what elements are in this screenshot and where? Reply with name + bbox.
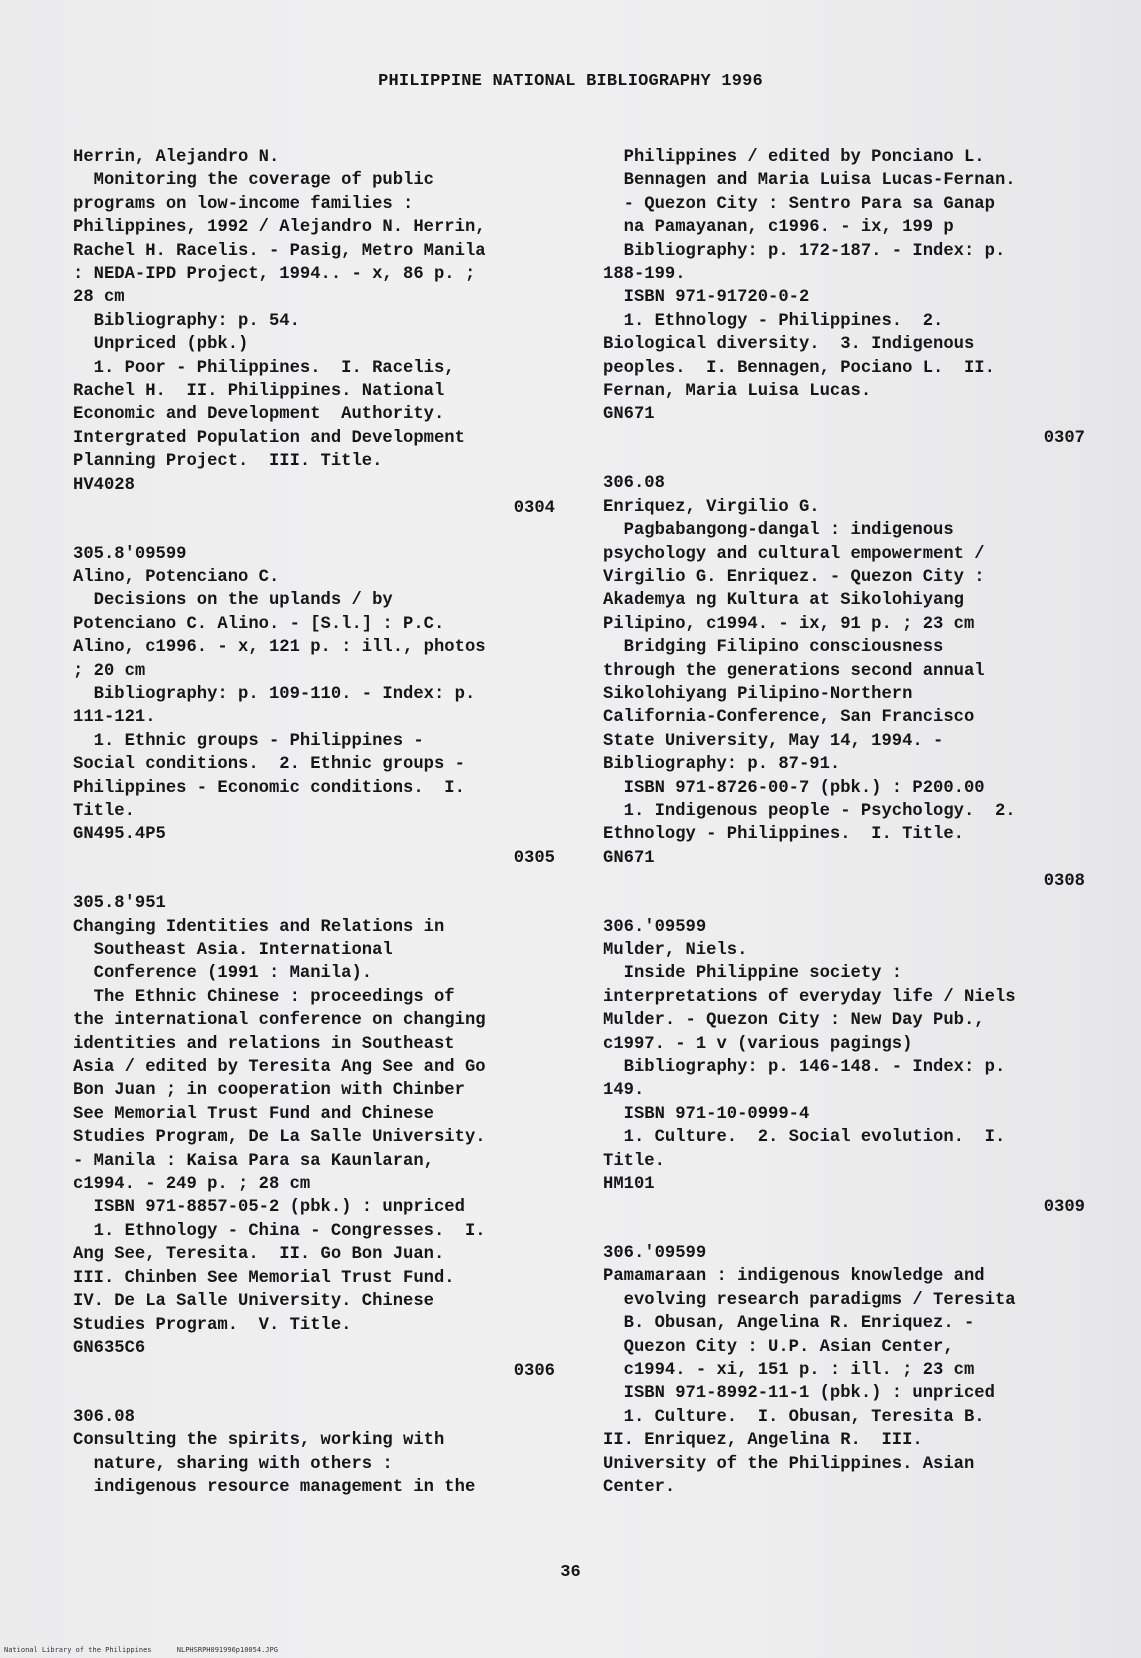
bibliography-entry (603, 1242, 1093, 1499)
entry-line: psychology and cultural empowerment / (603, 544, 985, 564)
entry-line: Pamamaraan : indigenous knowledge and (603, 1267, 985, 1287)
entry-line: Bon Juan ; in cooperation with Chinber (73, 1081, 465, 1101)
entry-line: II. Enriquez, Angelina R. III. (603, 1431, 923, 1451)
entry-line: GN635C6 (73, 1338, 146, 1358)
entry-line: Ang See, Teresita. II. Go Bon Juan. (73, 1245, 445, 1265)
entry-line: Bridging Filipino consciousness (603, 638, 944, 658)
entry-line: 1. Culture. I. Obusan, Teresita B. (603, 1407, 985, 1427)
entry-line: 1. Ethnology - Philippines. 2. (603, 311, 944, 331)
entry-line: HV4028 (73, 475, 135, 495)
entry-line: Rachel H. Racelis. - Pasig, Metro Manila (73, 241, 486, 261)
entry-line: 306.'09599 (603, 917, 707, 937)
entry-line: Philippines, 1992 / Alejandro N. Herrin, (73, 218, 486, 238)
entry-line: Quezon City : U.P. Asian Center, (603, 1337, 954, 1357)
entry-line: c1994. - 249 p. ; 28 cm (73, 1175, 311, 1195)
entry-line: 111-121. (73, 708, 156, 728)
entry-line: Bibliography: p. 54. (73, 311, 300, 331)
entry-number: 0306 (513, 1362, 555, 1382)
entry-line: Alino, c1996. - x, 121 p. : ill., photos (73, 638, 486, 658)
entry-line: evolving research paradigms / Teresita (603, 1290, 1016, 1310)
entry-line: ; 20 cm (73, 661, 146, 681)
entry-line: Bibliography: p. 172-187. - Index: p. (603, 241, 1006, 261)
entry-line: Rachel H. II. Philippines. National (73, 382, 445, 402)
entry-line: - Quezon City : Sentro Para sa Ganap (603, 194, 995, 214)
entry-number: 0305 (513, 848, 555, 868)
entry-line: Inside Philippine society : (603, 964, 903, 984)
entry-line: Bibliography: p. 87-91. (603, 755, 841, 775)
entry-line: Sikolohiyang Pilipino-Northern (603, 684, 913, 704)
entry-line: 1. Ethnic groups - Philippines - (73, 731, 424, 751)
entry-line: Monitoring the coverage of public (73, 171, 434, 191)
bibliography-entry (73, 146, 563, 521)
entry-line: See Memorial Trust Fund and Chinese (73, 1104, 434, 1124)
entry-line: Unpriced (pbk.) (73, 335, 249, 355)
page-header: PHILIPPINE NATIONAL BIBLIOGRAPHY 1996 (378, 72, 763, 91)
entry-line: peoples. I. Bennagen, Pociano L. II. (603, 358, 995, 378)
entry-line: : NEDA-IPD Project, 1994.. - x, 86 p. ; (73, 265, 476, 285)
entry-line: Asia / edited by Teresita Ang See and Go (73, 1058, 486, 1078)
entry-line: Social conditions. 2. Ethnic groups - (73, 755, 465, 775)
entry-line: III. Chinben See Memorial Trust Fund. (73, 1268, 455, 1288)
entry-line: Economic and Development Authority. (73, 405, 445, 425)
entry-line: ISBN 971-10-0999-4 (603, 1104, 810, 1124)
entry-line: Fernan, Maria Luisa Lucas. (603, 382, 872, 402)
entry-line: Bennagen and Maria Luisa Lucas-Fernan. (603, 171, 1016, 191)
bibliography-entry (73, 543, 563, 871)
entry-line: Enriquez, Virgilio G. (603, 497, 820, 517)
left-column (73, 146, 563, 1521)
entry-line: 188-199. (603, 265, 686, 285)
entry-line: programs on low-income families : (73, 194, 414, 214)
entry-line: - Manila : Kaisa Para sa Kaunlaran, (73, 1151, 434, 1171)
entry-line: 1. Indigenous people - Psychology. 2. (603, 801, 1016, 821)
entry-line: 306.'09599 (603, 1243, 707, 1263)
entry-line: Southeast Asia. International (73, 941, 393, 960)
entry-line: Philippines / edited by Ponciano L. (603, 148, 985, 167)
entry-line: GN671 (603, 848, 655, 868)
entry-line: IV. De La Salle University. Chinese (73, 1292, 434, 1312)
entry-line: ISBN 971-8992-11-1 (pbk.) : unpriced (603, 1384, 995, 1404)
entry-line: ISBN 971-8726-00-7 (pbk.) : P200.00 (603, 778, 985, 798)
entry-line: Planning Project. III. Title. (73, 452, 383, 472)
entry-line: Consulting the spirits, working with (73, 1431, 445, 1451)
entry-line: 306.08 (603, 474, 665, 494)
entry-number: 0309 (1043, 1198, 1085, 1218)
entry-line: na Pamayanan, c1996. - ix, 199 p (603, 218, 954, 238)
entry-line: The Ethnic Chinese : proceedings of (73, 987, 455, 1007)
entry-number: 0304 (513, 499, 555, 519)
entry-line: California-Conference, San Francisco (603, 708, 975, 728)
entry-line: ISBN 971-91720-0-2 (603, 288, 810, 308)
entry-line: c1997. - 1 v (various pagings) (603, 1034, 913, 1054)
entry-number: 0308 (1043, 872, 1085, 892)
entry-line: Studies Program. V. Title. (73, 1315, 352, 1335)
entry-line: interpretations of everyday life / Niels (603, 987, 1016, 1007)
entry-line: the international conference on changing (73, 1011, 486, 1031)
entry-line: Potenciano C. Alino. - [S.l.] : P.C. (73, 614, 445, 634)
scan-footer: National Library of the Philippines NLPHSRPH091996p10054.JPG (4, 1646, 278, 1654)
bibliography-entry (603, 472, 1093, 893)
bibliography-entry (73, 892, 563, 1384)
entry-line: ISBN 971-8857-05-2 (pbk.) : unpriced (73, 1198, 465, 1218)
entry-line: nature, sharing with others : (73, 1454, 393, 1474)
entry-line: Center. (603, 1477, 676, 1497)
entry-number: 0307 (1043, 428, 1085, 448)
bibliography-entry (603, 916, 1093, 1220)
entry-line: Mulder, Niels. (603, 941, 748, 960)
entry-line: 1. Culture. 2. Social evolution. I. (603, 1128, 1006, 1148)
entry-line: Akademya ng Kultura at Sikolohiyang (603, 591, 964, 611)
entry-line: Decisions on the uplands / by (73, 591, 393, 611)
entry-line: Intergrated Population and Development (73, 428, 465, 448)
entry-line: University of the Philippines. Asian (603, 1454, 975, 1474)
entry-line: 305.8'951 (73, 894, 166, 914)
entry-line: 28 cm (73, 288, 125, 308)
bibliography-entry (603, 146, 1093, 450)
entry-line: Bibliography: p. 109-110. - Index: p. (73, 684, 476, 704)
entry-line: Mulder. - Quezon City : New Day Pub., (603, 1011, 985, 1031)
entry-line: Pagbabangong-dangal : indigenous (603, 521, 954, 541)
bibliography-entry (73, 1406, 563, 1500)
entry-line: Conference (1991 : Manila). (73, 964, 373, 984)
entry-line: Title. (603, 1151, 665, 1171)
entry-line: 305.8'09599 (73, 544, 187, 564)
entry-line: 1. Ethnology - China - Congresses. I. (73, 1221, 486, 1241)
entry-line: through the generations second annual (603, 661, 985, 681)
entry-line: State University, May 14, 1994. - (603, 731, 944, 751)
entry-line: Virgilio G. Enriquez. - Quezon City : (603, 567, 985, 587)
entry-line: indigenous resource management in the (73, 1477, 476, 1497)
entry-line: c1994. - xi, 151 p. : ill. ; 23 cm (603, 1360, 975, 1380)
entry-line: Biological diversity. 3. Indigenous (603, 335, 975, 355)
entry-line: Bibliography: p. 146-148. - Index: p. (603, 1058, 1006, 1078)
entry-line: Studies Program, De La Salle University. (73, 1128, 486, 1148)
entry-line: Herrin, Alejandro N. (73, 148, 280, 167)
entry-line: B. Obusan, Angelina R. Enriquez. - (603, 1314, 975, 1334)
entry-line: GN495.4P5 (73, 825, 166, 845)
entry-line: 149. (603, 1081, 645, 1101)
entry-line: Changing Identities and Relations in (73, 917, 445, 937)
entry-line: GN671 (603, 405, 655, 425)
entry-line: Philippines - Economic conditions. I. (73, 778, 465, 798)
entry-line: identities and relations in Southeast (73, 1034, 455, 1054)
entry-line: 1. Poor - Philippines. I. Racelis, (73, 358, 455, 378)
entry-line: HM101 (603, 1175, 655, 1195)
entry-line: Title. (73, 801, 135, 821)
entry-line: Pilipino, c1994. - ix, 91 p. ; 23 cm (603, 614, 975, 634)
entry-line: Ethnology - Philippines. I. Title. (603, 825, 964, 845)
entry-line: 306.08 (73, 1407, 135, 1427)
right-column (603, 146, 1093, 1521)
page-number: 36 (560, 1563, 581, 1582)
entry-line: Alino, Potenciano C. (73, 567, 280, 587)
